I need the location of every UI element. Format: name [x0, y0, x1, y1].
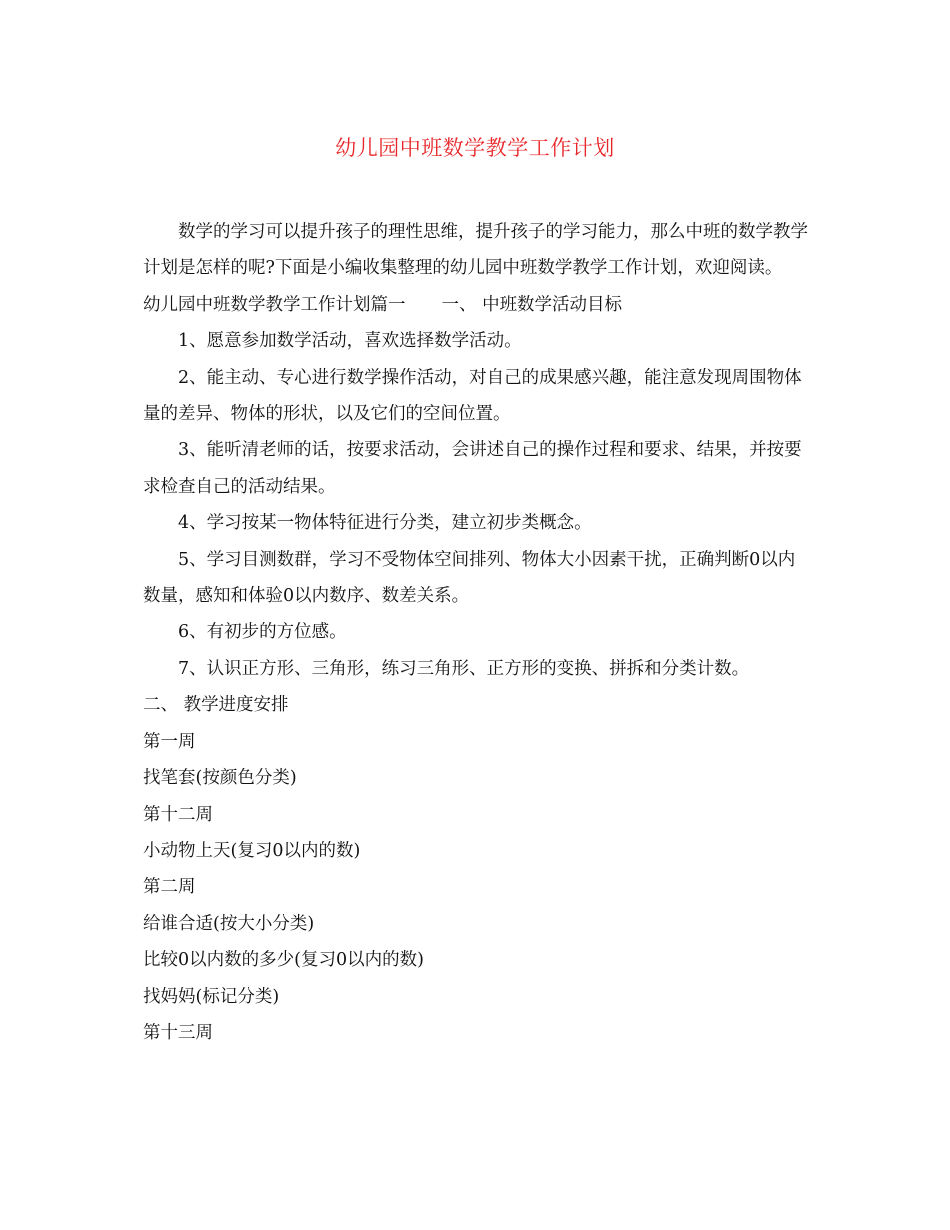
- schedule-line: 比较0以内数的多少(复习0以内的数): [143, 950, 424, 971]
- document-body: [143, 214, 808, 1051]
- schedule-heading: 二、 教学进度安排: [143, 695, 289, 716]
- goal-item: 1、愿意参加数学活动，喜欢选择数学活动。: [178, 331, 522, 352]
- section-heading-left: 幼儿园中班数学教学工作计划篇一: [143, 294, 406, 315]
- section-heading-right: 一、 中班数学活动目标: [441, 294, 623, 315]
- schedule-line: 小动物上天(复习0以内的数): [143, 840, 361, 861]
- schedule-line: 第十三周: [143, 1022, 213, 1043]
- schedule-line: 第二周: [143, 877, 196, 898]
- schedule-line: 找笔套(按颜色分类): [143, 768, 297, 789]
- goal-item: 3、能听清老师的话，按要求活动，会讲述自己的操作过程和要求、结果，并按要求检查自己的活动结果。: [143, 440, 802, 497]
- goal-item: 2、能主动、专心进行数学操作活动，对自己的成果感兴趣，能注意发现周围物体量的差异、物体的形状，以及它们的空间位置。: [143, 367, 802, 425]
- schedule-line: 第十二周: [143, 804, 213, 825]
- goal-item: 7、认识正方形、三角形，练习三角形、正方形的变换、拼拆和分类计数。: [178, 658, 750, 679]
- document-title: 幼儿园中班数学教学工作计划: [335, 136, 615, 160]
- intro-paragraph: 数学的学习可以提升孩子的理性思维，提升孩子的学习能力，那么中班的数学教学计划是怎样的呢?下面是小编收集整理的幼儿园中班数学教学工作计划，欢迎阅读。: [143, 222, 808, 279]
- schedule-line: 第一周: [143, 731, 196, 752]
- goal-item: 4、学习按某一物体特征进行分类，建立初步类概念。: [178, 513, 592, 534]
- section-heading: [143, 287, 808, 323]
- schedule-line: 给谁合适(按大小分类): [143, 913, 315, 934]
- goal-item: 5、学习目测数群，学习不受物体空间排列、物体大小因素干扰，正确判断0以内数量，感知和体验0以内数序、数差关系。: [143, 549, 796, 607]
- goal-item: 6、有初步的方位感。: [178, 622, 347, 643]
- schedule-line: 找妈妈(标记分类): [143, 986, 280, 1007]
